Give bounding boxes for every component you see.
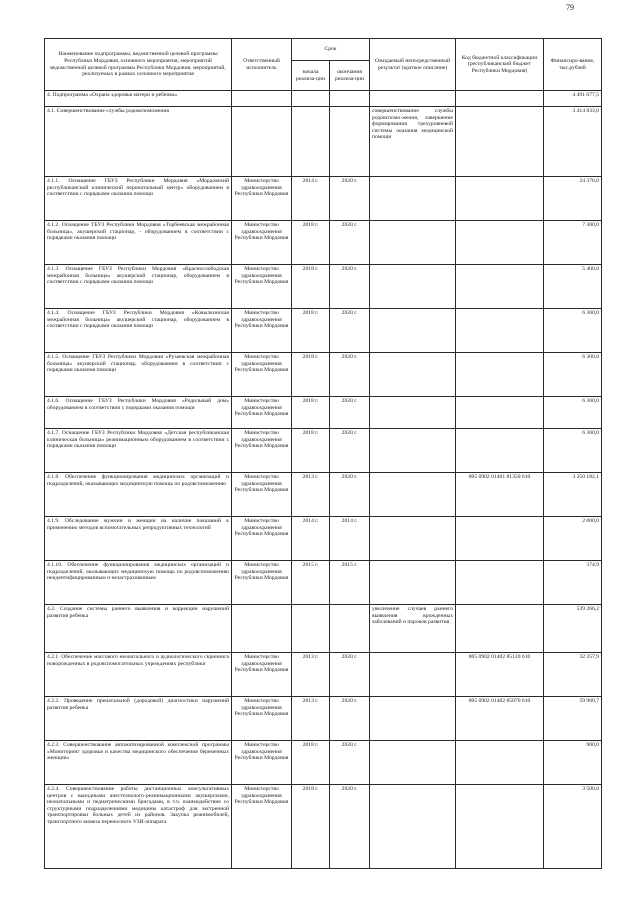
row-code xyxy=(456,107,544,177)
row-name: 4.1.9. Обследование мужчин и женщин на наличие показаний к применению методов вспомогательных репродуктивных технологий xyxy=(45,517,232,561)
row-financing: 7 300,0 xyxy=(544,221,602,265)
table-row xyxy=(45,177,602,221)
row-result xyxy=(370,561,456,605)
row-name: 4.2.4. Совершенствование работы дистанционных консультативных центров с выездными анестезиолого-реанимационными акушерскими, неонатальными и педиатрическими бригадами, в т.ч. взаимодействие со структурными подразделениями медицины катастроф для экстренной транспортировки больных детей из районов. Закупка реанимобилей, транспортного кювеза переносного УЗИ-аппарата xyxy=(45,785,232,869)
row-financing: 24 376,0 xyxy=(544,177,602,221)
row-financing: 6 300,0 xyxy=(544,429,602,473)
row-code xyxy=(456,517,544,561)
row-start: 2015 г. xyxy=(292,561,330,605)
row-result xyxy=(370,785,456,869)
row-result xyxy=(370,429,456,473)
header-result: Ожидаемый непосредственный результат (краткое описание) xyxy=(370,39,456,91)
row-start: 2013 г. xyxy=(292,697,330,741)
header-executor: Ответственный исполнитель xyxy=(232,39,292,91)
row-code xyxy=(456,91,544,107)
row-code xyxy=(456,785,544,869)
row-end: 2020 г. xyxy=(330,397,370,429)
row-code xyxy=(456,605,544,653)
row-result xyxy=(370,221,456,265)
page-number: 79 xyxy=(566,3,574,12)
row-end: 2020 г. xyxy=(330,221,370,265)
row-executor: Министерство здравоохранения Республики Мордовия xyxy=(232,517,292,561)
row-executor: Министерство здравоохранения Республики Мордовия xyxy=(232,473,292,517)
header-term-end: окончания реализа-ции xyxy=(330,61,370,91)
row-code xyxy=(456,177,544,221)
row-financing: 3 500,0 xyxy=(544,785,602,869)
row-code xyxy=(456,741,544,785)
row-code xyxy=(456,561,544,605)
row-code xyxy=(456,221,544,265)
row-name: 4.2.1. Обеспечение массового неонатального и аудиологического скрининга новорожденных в родовспомогательных учреждениях республики xyxy=(45,653,232,697)
table-row xyxy=(45,429,602,473)
row-start: 2014 г. xyxy=(292,177,330,221)
row-result xyxy=(370,353,456,397)
row-financing: 59 960,7 xyxy=(544,697,602,741)
row-financing: 900,0 xyxy=(544,741,602,785)
row-executor: Министерство здравоохранения Республики Мордовия xyxy=(232,265,292,309)
row-code xyxy=(456,309,544,353)
row-end: 2020 г. xyxy=(330,473,370,517)
row-start: 2018 г. xyxy=(292,741,330,785)
row-end: 2020 г. xyxy=(330,353,370,397)
row-result xyxy=(370,473,456,517)
row-end: 2020 г. xyxy=(330,177,370,221)
row-name: 4.1.3. Оснащение ГБУЗ Республики Мордовия «Краснослободская межрайонная больница» акушерский стационар, оборудованием в соответствии с порядками оказания помощи xyxy=(45,265,232,309)
row-name: 4. Подпрограмма «Охрана здоровья матери и ребенка» xyxy=(45,91,232,107)
row-start: 2018 г. xyxy=(292,353,330,397)
table-row xyxy=(45,741,602,785)
row-name: 4.1.5. Оснащение ГБУЗ Республики Мордовия «Рузаевская межрайонная больница» акушерский стационар, оборудованием в соответствии с порядками оказания помощи xyxy=(45,353,232,397)
row-start xyxy=(292,91,330,107)
row-end xyxy=(330,605,370,653)
row-executor: Министерство здравоохранения Республики Мордовия xyxy=(232,697,292,741)
row-executor: Министерство здравоохранения Республики Мордовия xyxy=(232,785,292,869)
row-executor: Министерство здравоохранения Республики Мордовия xyxy=(232,561,292,605)
row-start: 2018 г. xyxy=(292,221,330,265)
header-name: Наименование подпрограммы, ведомственной целевой программы Республики Мордовия, основного мероприятия, мероприятий ведомственной целевой программы Республики Мордовия, мероприятий, реализуемых в рамках основного мероприятия xyxy=(45,39,232,91)
row-name: 4.1.10. Обеспечение функционирования медицинских организаций и подразделений, оказывающих медицинскую помощь по родовспоможению неидентифицированным и незастрахованным xyxy=(45,561,232,605)
row-code xyxy=(456,397,544,429)
row-start: 2013 г. xyxy=(292,653,330,697)
row-name: 4.2. Создание системы раннего выявления и коррекции нарушений развития ребенка xyxy=(45,605,232,653)
row-start: 2018 г. xyxy=(292,785,330,869)
row-start: 2013 г. xyxy=(292,473,330,517)
row-end: 2020 г. xyxy=(330,309,370,353)
table-row xyxy=(45,397,602,429)
row-code xyxy=(456,265,544,309)
row-financing: 6 300,0 xyxy=(544,397,602,429)
row-code: 805 0902 01401 81350 610 xyxy=(456,473,544,517)
row-result xyxy=(370,265,456,309)
row-financing: 5 400,0 xyxy=(544,265,602,309)
row-code xyxy=(456,353,544,397)
table-row xyxy=(45,653,602,697)
row-executor: Министерство здравоохранения Республики Мордовия xyxy=(232,309,292,353)
row-end: 2014 г. xyxy=(330,517,370,561)
table-row xyxy=(45,309,602,353)
row-start: 2014 г. xyxy=(292,517,330,561)
row-name: 4.1.4. Оснащение ГБУЗ Республики Мордовия «Ковылкинская межрайонная больница» акушерский стационар, оборудованием в соответствии с порядками оказания помощи xyxy=(45,309,232,353)
row-result: увеличение случаев раннего выявления врожденных заболеваний и пороков развития xyxy=(370,605,456,653)
row-executor: Министерство здравоохранения Республики Мордовия xyxy=(232,429,292,473)
row-name: 4.2.2. Проведение пренатальной (дородовой) диагностики нарушений развития ребенка xyxy=(45,697,232,741)
row-executor: Министерство здравоохранения Республики Мордовия xyxy=(232,741,292,785)
row-end xyxy=(330,91,370,107)
row-result xyxy=(370,91,456,107)
table-row xyxy=(45,221,602,265)
row-end: 2015 г. xyxy=(330,561,370,605)
row-executor: Министерство здравоохранения Республики Мордовия xyxy=(232,397,292,429)
table-row xyxy=(45,697,602,741)
header-financing: Финансиро-вание, тыс.рублей xyxy=(544,39,602,91)
table-row xyxy=(45,107,602,177)
row-executor: Министерство здравоохранения Республики Мордовия xyxy=(232,177,292,221)
row-name: 4.1.8. Обеспечение функционирования медицинских организаций и подразделений, оказывающих медицинскую помощь по родовспоможению xyxy=(45,473,232,517)
row-name: 4.1. Совершенствование службы родовспоможения xyxy=(45,107,232,177)
row-start xyxy=(292,107,330,177)
row-start: 2018 г. xyxy=(292,397,330,429)
table-row xyxy=(45,517,602,561)
table-row xyxy=(45,91,602,107)
row-name: 4.1.2. Оснащение ГБУЗ Республики Мордовия «Торбеевская межрайонная больница», акушерский стационар, - оборудованием в соответствии с порядками оказания помощи xyxy=(45,221,232,265)
row-result xyxy=(370,741,456,785)
row-financing: 4 491 677,5 xyxy=(544,91,602,107)
row-start: 2018 г. xyxy=(292,265,330,309)
header-code: Код бюджетной классификации (республиканский бюджет Республики Мордовия) xyxy=(456,39,544,91)
table-row xyxy=(45,265,602,309)
program-table xyxy=(44,38,602,869)
row-financing: 3 350 182,1 xyxy=(544,473,602,517)
row-end: 2020 г. xyxy=(330,785,370,869)
row-result xyxy=(370,309,456,353)
row-code xyxy=(456,429,544,473)
row-executor: Министерство здравоохранения Республики Мордовия xyxy=(232,653,292,697)
row-end: 2020 г. xyxy=(330,265,370,309)
row-result xyxy=(370,517,456,561)
row-executor xyxy=(232,107,292,177)
header-term: Срок xyxy=(292,39,370,61)
row-result xyxy=(370,653,456,697)
row-executor xyxy=(232,605,292,653)
row-financing: 374,9 xyxy=(544,561,602,605)
row-executor: Министерство здравоохранения Республики Мордовия xyxy=(232,353,292,397)
row-financing: 32 257,9 xyxy=(544,653,602,697)
header-term-start: начала реализа-ции xyxy=(292,61,330,91)
row-financing: 6 300,0 xyxy=(544,309,602,353)
row-end: 2020 г. xyxy=(330,653,370,697)
row-start: 2018 г. xyxy=(292,309,330,353)
row-start: 2018 г. xyxy=(292,429,330,473)
row-result: совершенствование службы родовспомо-жения, завершение формирования трехуровневой системы оказания медицинской помощи xyxy=(370,107,456,177)
table-row xyxy=(45,561,602,605)
row-result xyxy=(370,697,456,741)
row-name: 4.1.6. Оснащение ГБУЗ Республики Мордовия «Родильный дом» оборудованием в соответствии с порядками оказания помощи xyxy=(45,397,232,429)
row-code: 805 0902 01402 85120 610 xyxy=(456,653,544,697)
row-name: 4.1.1. Оснащение ГБУЗ Республики Мордовия «Мордовский республиканский клинический перинатальный центр» оборудованием в соответствии с порядками оказания помощи xyxy=(45,177,232,221)
row-start xyxy=(292,605,330,653)
row-result xyxy=(370,177,456,221)
row-executor xyxy=(232,91,292,107)
row-name: 4.1.7. Оснащение ГБУЗ Республики Мордовия «Детская республиканская клиническая больница» реанимационным оборудованием в соответствии с порядками оказания помощи xyxy=(45,429,232,473)
row-financing: 6 300,0 xyxy=(544,353,602,397)
row-name: 4.2.3. Совершенствование автоматизированной комплексной программы «Мониторинг здоровья и качества медицинского обеспечения беременных женщин» xyxy=(45,741,232,785)
row-executor: Министерство здравоохранения Республики Мордовия xyxy=(232,221,292,265)
table-row xyxy=(45,605,602,653)
row-financing: 3 414 833,0 xyxy=(544,107,602,177)
row-end: 2020 г. xyxy=(330,697,370,741)
row-financing: 2 000,0 xyxy=(544,517,602,561)
table-row xyxy=(45,785,602,869)
table-row xyxy=(45,353,602,397)
row-end: 2020 г. xyxy=(330,741,370,785)
row-code: 805 0902 01402 85070 610 xyxy=(456,697,544,741)
row-end xyxy=(330,107,370,177)
table-row xyxy=(45,473,602,517)
row-result xyxy=(370,397,456,429)
row-financing: 539 266,2 xyxy=(544,605,602,653)
row-end: 2020 г. xyxy=(330,429,370,473)
table-body xyxy=(45,91,602,869)
